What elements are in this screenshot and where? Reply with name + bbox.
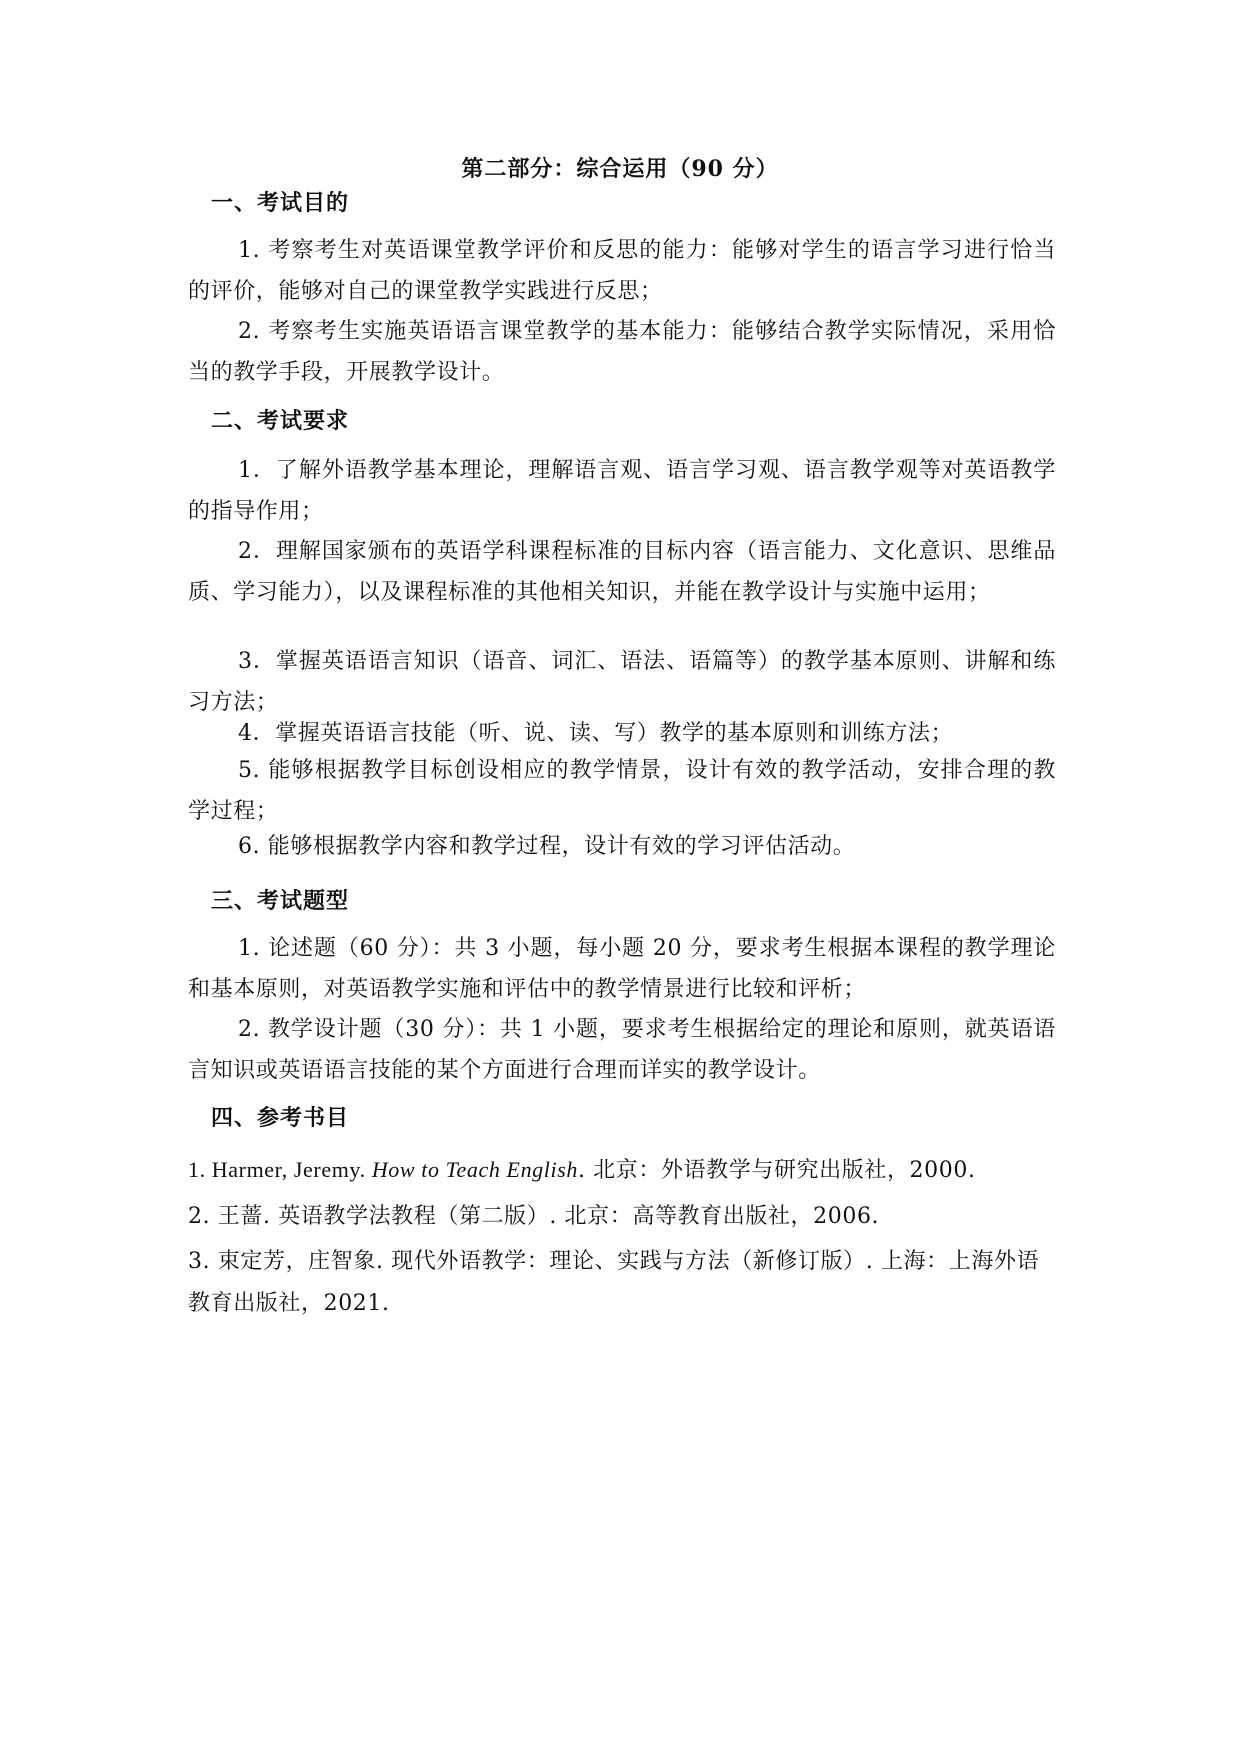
reference-item <box>188 1146 1056 1195</box>
paragraph: 1. 论述题（60 分）：共 3 小题，每小题 20 分，要求考生根据本课程的教学理论和基本原则，对英语教学实施和评估中的教学情景进行比较和评析； <box>188 936 1056 1002</box>
paragraph: 5. 能够根据教学目标创设相应的教学情景，设计有效的教学活动，安排合理的教学过程； <box>188 758 1056 824</box>
reference-prefix: 1. Harmer, Jeremy. <box>188 1157 372 1182</box>
paragraph: 4．掌握英语语言技能（听、说、读、写）教学的基本原则和训练方法； <box>238 721 954 746</box>
paragraph: 3．掌握英语语言知识（语音、词汇、语法、语篇等）的教学基本原则、讲解和练习方法； <box>188 649 1056 715</box>
page-title: 第二部分：综合运用（90 分） <box>461 156 779 182</box>
paragraph: 1．了解外语教学基本理论，理解语言观、语言学习观、语言教学观等对英语教学的指导作用； <box>188 458 1056 524</box>
reference-text: 2. 王蔷. 英语教学法教程（第二版）. 北京：高等教育出版社，2006. <box>188 1204 880 1229</box>
reference-text: 3. 束定芳，庄智象. 现代外语教学：理论、实践与方法（新修订版）. 上海：上海外语教育出版社，2021. <box>188 1249 1040 1316</box>
reference-suffix: . 北京：外语教学与研究出版社，2000. <box>577 1158 976 1183</box>
section-heading-question-types: 三、考试题型 <box>211 888 350 914</box>
reference-item <box>188 1241 1056 1325</box>
reference-book-title: How to Teach English <box>371 1157 578 1182</box>
paragraph: 2. 考察考生实施英语语言课堂教学的基本能力：能够结合教学实际情况，采用恰当的教学手段，开展教学设计。 <box>188 319 1056 385</box>
paragraph: 2．理解国家颁布的英语学科课程标准的目标内容（语言能力、文化意识、思维品质、学习能力），以及课程标准的其他相关知识，并能在教学设计与实施中运用； <box>188 539 1056 605</box>
paragraph: 2. 教学设计题（30 分）：共 1 小题，要求考生根据给定的理论和原则，就英语语言知识或英语语言技能的某个方面进行合理而详实的教学设计。 <box>188 1017 1056 1083</box>
reference-item <box>188 1193 1056 1241</box>
section-heading-exam-purpose: 一、考试目的 <box>211 190 350 216</box>
paragraph: 1. 考察考生对英语课堂教学评价和反思的能力：能够对学生的语言学习进行恰当的评价，能够对自己的课堂教学实践进行反思； <box>188 238 1056 304</box>
section-heading-references: 四、参考书目 <box>211 1105 350 1131</box>
paragraph: 6. 能够根据教学内容和教学过程，设计有效的学习评估活动。 <box>238 834 856 859</box>
section-heading-exam-requirements: 二、考试要求 <box>211 408 350 434</box>
